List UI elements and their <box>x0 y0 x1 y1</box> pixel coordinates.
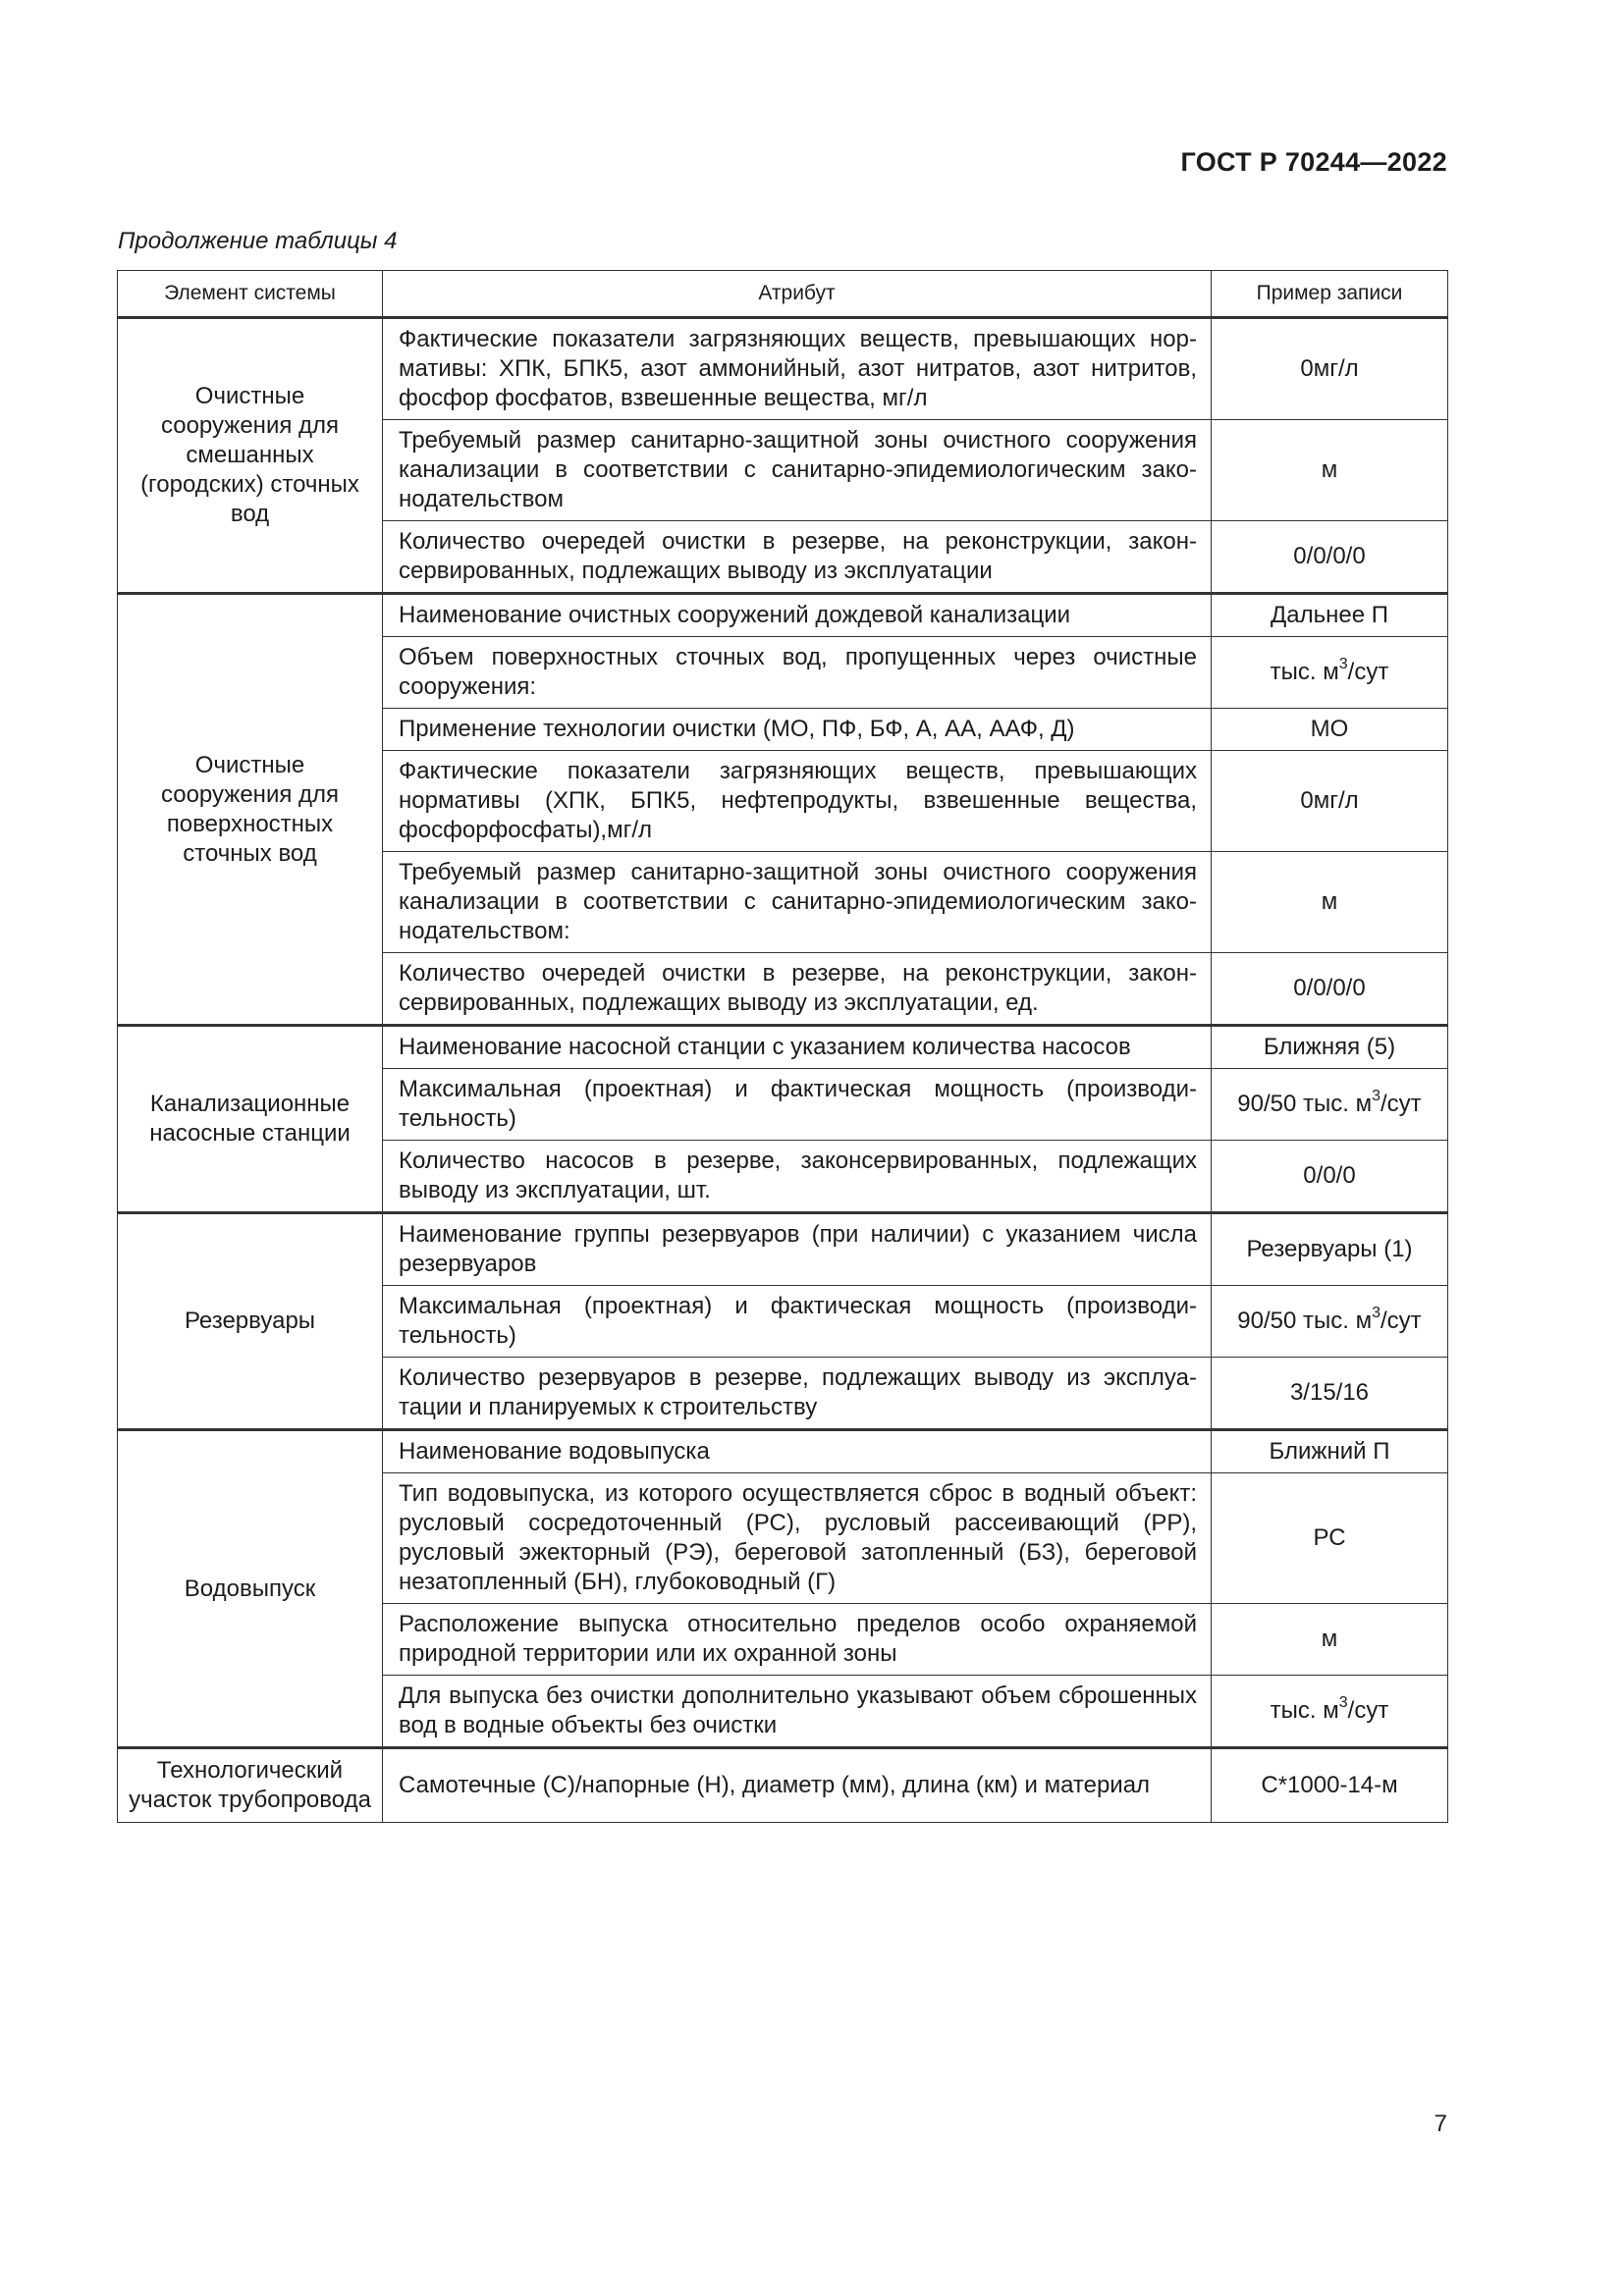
system-element-cell: Резервуары <box>118 1213 383 1430</box>
example-value: м <box>1321 888 1338 915</box>
example-cell <box>1212 1141 1448 1213</box>
example-value: тыс. м <box>1270 659 1339 685</box>
attribute-cell: Количество очередей очистки в резерве, на реконструкции, законсервированных, подлежащих выводу из эксплуатации <box>383 521 1212 594</box>
example-cell <box>1212 318 1448 420</box>
attribute-cell: Наименование водовыпуска <box>383 1430 1212 1473</box>
example-cell <box>1212 521 1448 594</box>
attribute-cell: Количество насосов в резерве, законсервированных, подлежащих выводу из эксплуатации, шт. <box>383 1141 1212 1213</box>
example-cell <box>1212 751 1448 852</box>
attribute-cell: Тип водовыпуска, из которого осуществляется сброс в водный объект: русловый сосредоточенный (РС), русловый рассеивающий (РР), русловый эжекторный (РЭ), береговой затопленный (БЗ), береговой незатопленный (БН), глубоководный (Г) <box>383 1473 1212 1604</box>
example-value: 0мг/л <box>1300 355 1359 382</box>
table-row <box>118 1213 1448 1286</box>
attribute-cell: Наименование очистных сооружений дождевой канализации <box>383 594 1212 637</box>
example-value: Дальнее П <box>1271 602 1388 628</box>
example-cell <box>1212 1026 1448 1069</box>
example-cell <box>1212 1473 1448 1604</box>
example-cell <box>1212 709 1448 751</box>
table-row <box>118 1026 1448 1069</box>
example-unit-suffix: /сут <box>1380 1091 1422 1117</box>
system-element-cell: Канализационные насосные станции <box>118 1026 383 1213</box>
example-value: Ближний П <box>1269 1438 1390 1465</box>
example-unit-suffix: /сут <box>1347 659 1389 685</box>
attribute-cell: Объем поверхностных сточных вод, пропущенных через очистные сооружения: <box>383 637 1212 709</box>
example-cell <box>1212 637 1448 709</box>
example-value: 0/0/0 <box>1303 1162 1356 1189</box>
example-value: 90/50 тыс. м <box>1237 1308 1373 1334</box>
table-row <box>118 594 1448 637</box>
example-cell <box>1212 594 1448 637</box>
attribute-cell: Для выпуска без очистки дополнительно указывают объем сброшенных вод в водные объекты без очистки <box>383 1676 1212 1748</box>
attributes-table <box>117 270 1448 1823</box>
table-body <box>118 318 1448 1823</box>
attribute-cell: Расположение выпуска относительно пределов особо охраняемой природной территории или их охранной зоны <box>383 1604 1212 1676</box>
example-unit-suffix: /сут <box>1380 1308 1422 1334</box>
example-cell <box>1212 1286 1448 1358</box>
column-header-attribute: Атрибут <box>383 271 1212 318</box>
example-unit-suffix: /сут <box>1347 1697 1389 1724</box>
attribute-cell: Требуемый размер санитарно-защитной зоны очистного сооружения канализации в соответствии с санитарно-эпидемиологическим законодательством <box>383 420 1212 521</box>
example-unit-exponent: 3 <box>1338 656 1348 672</box>
example-value: 90/50 тыс. м <box>1237 1091 1373 1117</box>
document-code: ГОСТ Р 70244—2022 <box>1180 147 1447 177</box>
example-value: 0мг/л <box>1300 787 1359 814</box>
table-header-row <box>118 271 1448 318</box>
example-value: Резервуары (1) <box>1246 1236 1413 1262</box>
example-value: МО <box>1310 716 1349 742</box>
example-unit-exponent: 3 <box>1338 1694 1348 1711</box>
attribute-cell: Максимальная (проектная) и фактическая мощность (производительность) <box>383 1069 1212 1141</box>
example-value: 0/0/0/0 <box>1293 543 1366 569</box>
example-value: 0/0/0/0 <box>1293 975 1366 1001</box>
attribute-cell: Фактические показатели загрязняющих веществ, превышающих нормативы (ХПК, БПК5, нефтепродукты, взвешенные вещества, фосфорфосфаты),мг/л <box>383 751 1212 852</box>
example-cell <box>1212 1358 1448 1430</box>
attribute-cell: Максимальная (проектная) и фактическая мощность (производительность) <box>383 1286 1212 1358</box>
example-cell <box>1212 852 1448 953</box>
attribute-cell: Требуемый размер санитарно-защитной зоны очистного сооружения канализации в соответствии с санитарно-эпидемиологическим законодательством: <box>383 852 1212 953</box>
example-value: РС <box>1313 1524 1346 1551</box>
attribute-cell: Фактические показатели загрязняющих веществ, превышающих нормативы: ХПК, БПК5, азот аммонийный, азот нитратов, азот нитритов, фосфор фосфатов, взвешенные вещества, мг/л <box>383 318 1212 420</box>
example-cell <box>1212 420 1448 521</box>
example-cell <box>1212 953 1448 1026</box>
column-header-example: Пример записи <box>1212 271 1448 318</box>
attribute-cell: Наименование насосной станции с указанием количества насосов <box>383 1026 1212 1069</box>
attribute-cell: Применение технологии очистки (МО, ПФ, БФ, А, АА, ААФ, Д) <box>383 709 1212 751</box>
example-value: тыс. м <box>1270 1697 1339 1724</box>
column-header-element: Элемент системы <box>118 271 383 318</box>
example-value: м <box>1321 456 1338 483</box>
example-value: Ближняя (5) <box>1263 1034 1396 1060</box>
example-cell <box>1212 1748 1448 1823</box>
example-cell <box>1212 1430 1448 1473</box>
example-value: м <box>1321 1626 1338 1652</box>
table-row <box>118 1748 1448 1823</box>
attribute-cell: Количество резервуаров в резерве, подлежащих выводу из эксплуатации и планируемых к строительству <box>383 1358 1212 1430</box>
table-row <box>118 318 1448 420</box>
system-element-cell: Водовыпуск <box>118 1430 383 1748</box>
attribute-cell: Самотечные (С)/напорные (Н), диаметр (мм), длина (км) и материал <box>383 1748 1212 1823</box>
table-caption: Продолжение таблицы 4 <box>118 228 398 254</box>
page-number: 7 <box>1434 2110 1447 2137</box>
system-element-cell: Очистные сооружения для поверхностных сточных вод <box>118 594 383 1026</box>
example-cell <box>1212 1604 1448 1676</box>
example-cell <box>1212 1213 1448 1286</box>
example-unit-exponent: 3 <box>1372 1305 1381 1321</box>
system-element-cell: Очистные сооружения для смешанных (городских) сточных вод <box>118 318 383 594</box>
system-element-cell: Технологический участок трубопровода <box>118 1748 383 1823</box>
example-value: С*1000-14-м <box>1261 1772 1398 1798</box>
example-cell <box>1212 1676 1448 1748</box>
example-value: 3/15/16 <box>1289 1379 1370 1406</box>
attribute-cell: Количество очередей очистки в резерве, на реконструкции, законсервированных, подлежащих выводу из эксплуатации, ед. <box>383 953 1212 1026</box>
attribute-cell: Наименование группы резервуаров (при наличии) с указанием числа резервуаров <box>383 1213 1212 1286</box>
table-row <box>118 1430 1448 1473</box>
example-cell <box>1212 1069 1448 1141</box>
example-unit-exponent: 3 <box>1372 1088 1381 1104</box>
